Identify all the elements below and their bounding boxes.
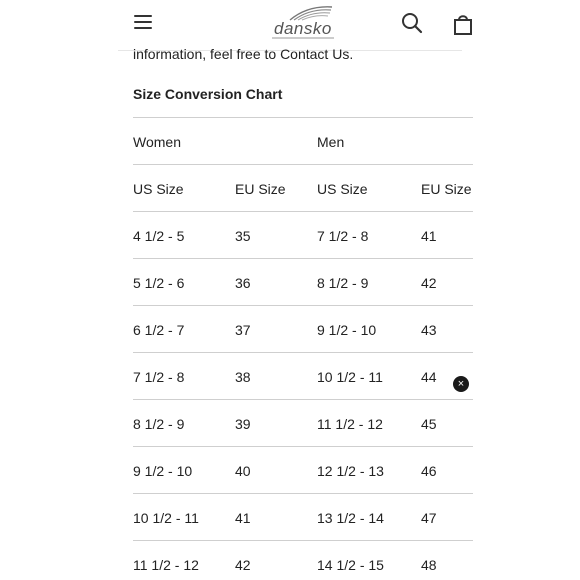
women-us-size: 9 1/2 - 10	[133, 463, 193, 479]
dansko-logo[interactable]	[268, 4, 340, 40]
column-header: US Size	[317, 181, 368, 197]
men-us-size: 10 1/2 - 11	[317, 369, 383, 385]
group-header-women: Women	[133, 134, 181, 150]
mobile-page	[118, 0, 472, 580]
table-divider	[133, 211, 473, 212]
table-divider	[133, 117, 473, 118]
women-eu-size: 36	[235, 275, 251, 291]
table-divider	[133, 399, 473, 400]
men-eu-size: 48	[421, 557, 437, 573]
women-us-size: 10 1/2 - 11	[133, 510, 199, 526]
women-us-size: 4 1/2 - 5	[133, 228, 185, 244]
intro-text: information, feel free to Contact Us.	[133, 46, 354, 62]
men-eu-size: 45	[421, 416, 437, 432]
women-us-size: 6 1/2 - 7	[133, 322, 185, 338]
men-eu-size: 46	[421, 463, 437, 479]
size-chart-title: Size Conversion Chart	[133, 86, 283, 102]
hamburger-menu-icon[interactable]	[134, 14, 154, 30]
column-header: US Size	[133, 181, 184, 197]
table-divider	[133, 164, 473, 165]
women-eu-size: 40	[235, 463, 251, 479]
table-divider	[133, 352, 473, 353]
women-us-size: 7 1/2 - 8	[133, 369, 185, 385]
women-eu-size: 35	[235, 228, 251, 244]
men-us-size: 13 1/2 - 14	[317, 510, 384, 526]
group-header-men: Men	[317, 134, 345, 150]
men-eu-size: 43	[421, 322, 437, 338]
women-eu-size: 38	[235, 369, 251, 385]
women-eu-size: 42	[235, 557, 251, 573]
men-us-size: 12 1/2 - 13	[317, 463, 384, 479]
men-eu-size: 42	[421, 275, 437, 291]
men-eu-size: 44	[421, 369, 437, 385]
close-icon[interactable]: ×	[453, 376, 469, 392]
table-divider	[133, 446, 473, 447]
women-us-size: 8 1/2 - 9	[133, 416, 185, 432]
table-divider	[133, 493, 473, 494]
column-header: EU Size	[421, 181, 472, 197]
search-icon[interactable]	[401, 12, 423, 34]
women-us-size: 5 1/2 - 6	[133, 275, 185, 291]
table-divider	[133, 305, 473, 306]
table-divider	[133, 540, 473, 541]
men-us-size: 14 1/2 - 15	[317, 557, 384, 573]
women-eu-size: 39	[235, 416, 251, 432]
women-eu-size: 41	[235, 510, 251, 526]
column-header: EU Size	[235, 181, 286, 197]
men-eu-size: 47	[421, 510, 437, 526]
shopping-bag-icon[interactable]	[452, 12, 474, 36]
women-eu-size: 37	[235, 322, 251, 338]
men-us-size: 9 1/2 - 10	[317, 322, 377, 338]
logo-text: dansko	[274, 19, 332, 38]
top-navigation-bar	[118, 0, 462, 51]
men-us-size: 7 1/2 - 8	[317, 228, 369, 244]
men-us-size: 8 1/2 - 9	[317, 275, 369, 291]
men-eu-size: 41	[421, 228, 437, 244]
men-us-size: 11 1/2 - 12	[317, 416, 383, 432]
women-us-size: 11 1/2 - 12	[133, 557, 199, 573]
table-divider	[133, 258, 473, 259]
